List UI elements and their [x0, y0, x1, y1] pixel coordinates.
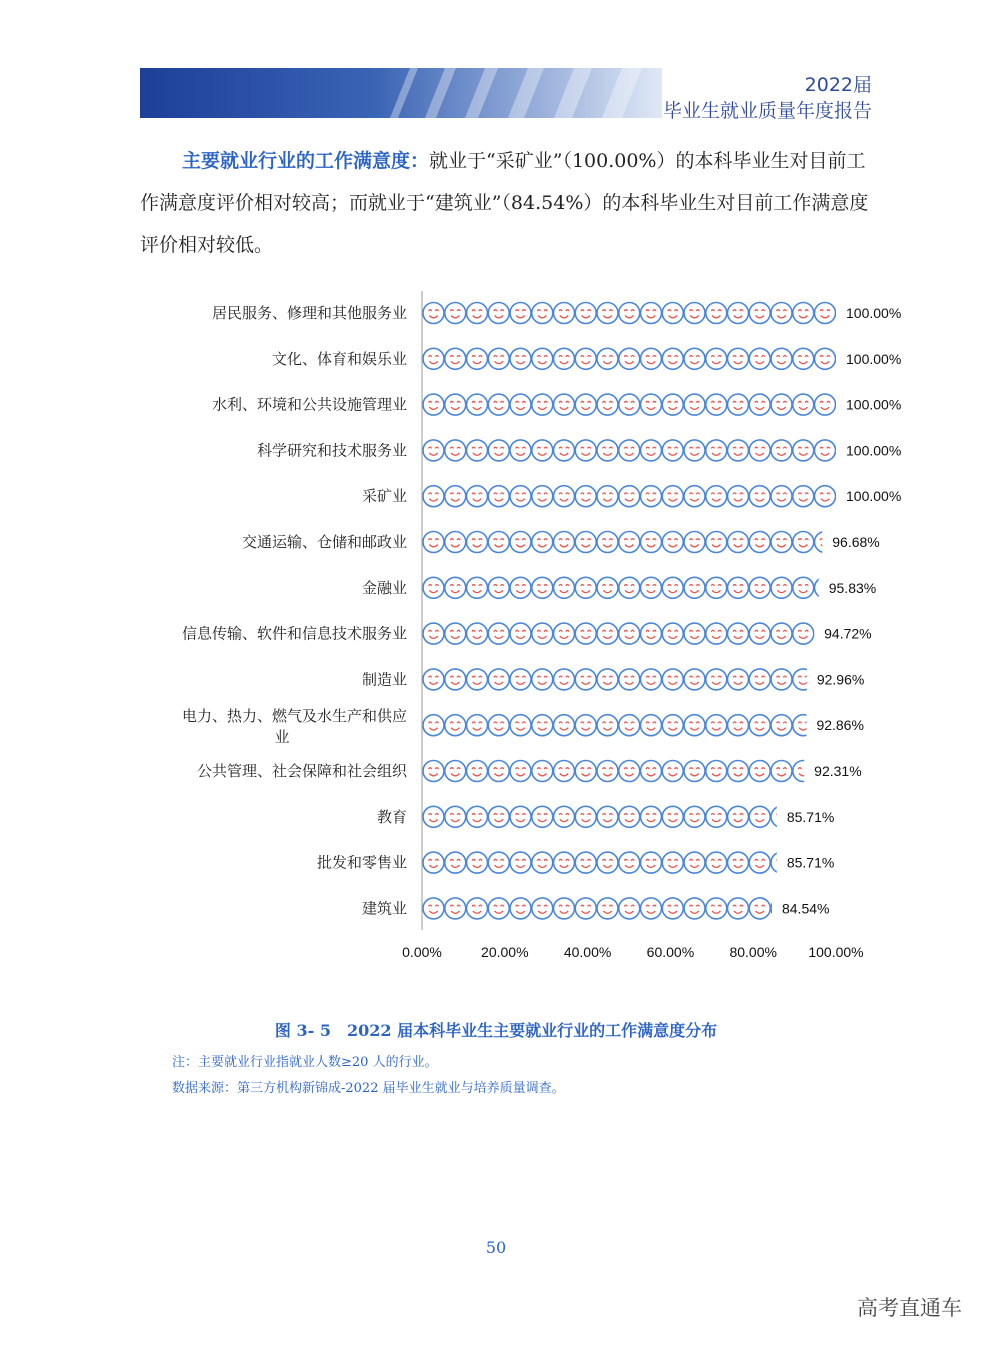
x-tick-label: 0.00%: [402, 944, 442, 960]
watermark-text: 高考直通车: [857, 1296, 962, 1320]
category-label: 交通运输、仓储和邮政业: [241, 533, 407, 551]
value-label: 100.00%: [846, 396, 902, 413]
x-tick-label: 80.00%: [729, 944, 777, 960]
note-source: 数据来源：第三方机构新锦成-2022 届毕业生就业与培养质量调查。: [172, 1081, 565, 1096]
category-label: 文化、体育和娱乐业: [271, 349, 407, 368]
bar: [423, 806, 792, 827]
category-label: 水利、环境和公共设施管理业: [211, 395, 407, 414]
category-label: 科学研究和技术服务业: [256, 441, 407, 460]
value-label: 92.31%: [814, 763, 862, 779]
figure-caption: 图 3- 5 2022 届本科毕业生主要就业行业的工作满意度分布: [274, 1021, 718, 1040]
bar: [423, 715, 814, 736]
bar: [423, 348, 857, 369]
value-label: 100.00%: [846, 305, 902, 321]
category-label: 批发和零售业: [316, 853, 407, 872]
category-label: 制造业: [361, 670, 407, 689]
header-year: 2022届: [804, 74, 872, 96]
bar: [423, 303, 857, 324]
bar: [423, 623, 836, 644]
bar: [423, 669, 814, 690]
bar: [423, 394, 857, 415]
value-label: 100.00%: [846, 350, 902, 367]
note-scope: 注：主要就业行业指就业人数≥20 人的行业。: [172, 1055, 438, 1070]
value-label: 95.83%: [828, 579, 877, 596]
x-tick-label: 40.00%: [563, 944, 612, 960]
bar: [423, 486, 857, 507]
intro-keyword: 主要就业行业的工作满意度：: [182, 150, 430, 172]
bar: [423, 761, 814, 782]
page-number: 50: [485, 1238, 507, 1257]
value-label: 92.96%: [816, 671, 865, 688]
category-label: 电力、热力、燃气及水生产和供应业: [181, 707, 407, 747]
bar: [423, 852, 792, 873]
x-tick-labels: [402, 944, 863, 960]
bar: [423, 440, 857, 461]
value-label: 100.00%: [846, 442, 902, 459]
x-tick-label: 100.00%: [808, 944, 864, 960]
header-banner: [140, 68, 662, 118]
header-title: 毕业生就业质量年度报告: [662, 100, 872, 122]
value-label: 85.71%: [786, 808, 835, 825]
category-label: 公共管理、社会保障和社会组织: [196, 762, 407, 780]
bar: [423, 577, 836, 598]
category-label: 居民服务、修理和其他服务业: [211, 304, 407, 322]
bar: [423, 898, 792, 919]
category-labels: [182, 304, 408, 917]
value-label: 85.71%: [786, 854, 835, 871]
bar: [423, 532, 836, 553]
value-label: 94.72%: [824, 625, 872, 642]
value-label: 96.68%: [832, 534, 880, 550]
value-label: 84.54%: [781, 900, 830, 917]
value-label: 92.86%: [816, 717, 864, 734]
category-label: 金融业: [361, 578, 407, 597]
satisfaction-chart: [0, 285, 992, 975]
category-label: 教育: [376, 807, 407, 826]
x-tick-label: 20.00%: [481, 944, 529, 960]
category-label: 信息传输、软件和信息技术服务业: [181, 624, 407, 643]
bars: [423, 303, 857, 919]
category-label: 采矿业: [361, 487, 407, 506]
category-label: 建筑业: [361, 899, 407, 918]
x-tick-label: 60.00%: [646, 944, 695, 960]
intro-paragraph: [140, 140, 880, 266]
intro-text: 就业于“采矿业”（100.00%）的本科毕业生对目前工作满意度评价相对较高；而就业于“建筑业”（84.54%）的本科毕业生对目前工作满意度评价相对较低。: [140, 150, 869, 256]
value-label: 100.00%: [846, 488, 902, 505]
